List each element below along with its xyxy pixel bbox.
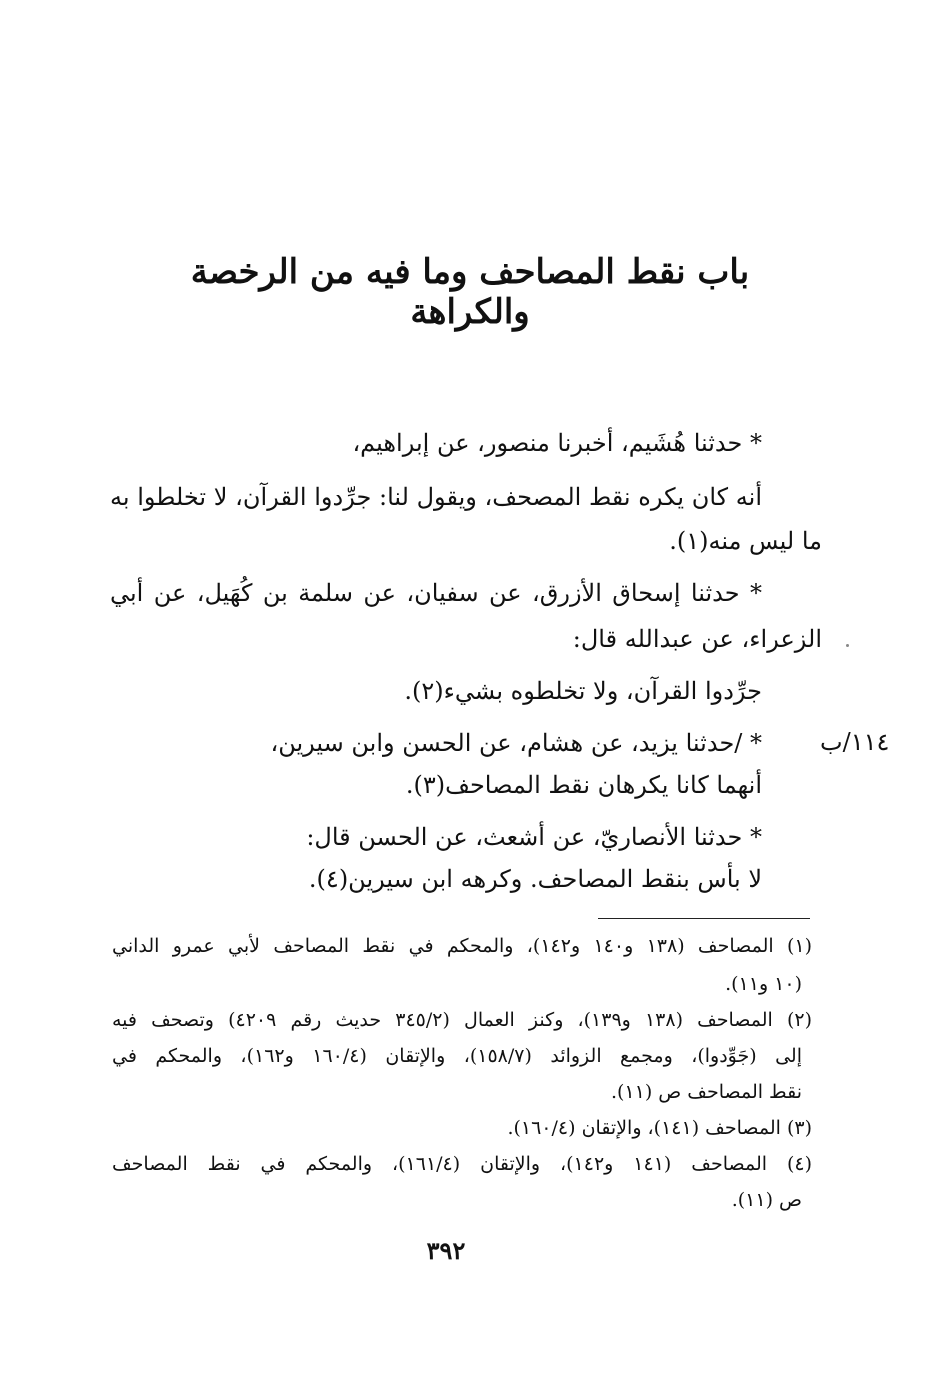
footnote-2: (٢) المصاحف (١٣٨ و١٣٩)، وكنز العمال (٣٤٥/٢ حديث رقم ٤٢٠٩) وتصحف فيه [112,1009,812,1031]
hadith-2-text: جرِّدوا القرآن، ولا تخلطوه بشيء(٢). [404,677,762,705]
footnote-4-cont: ص (١١). [731,1189,802,1211]
page-number: ٣٩٢ [426,1236,466,1265]
hadith-3-isnad: * /حدثنا يزيد، عن هشام، عن الحسن وابن سيرين، [270,729,762,757]
margin-mark [846,644,849,647]
footnote-1-cont: (١٠ و١١). [725,973,802,995]
hadith-4-isnad: * حدثنا الأنصاريّ، عن أشعث، عن الحسن قال: [306,823,762,851]
hadith-2-isnad: * حدثنا إسحاق الأزرق، عن سفيان، عن سلمة بن كُهَيل، عن أبي [110,579,762,607]
hadith-1-text-end: ما ليس منه(١). [669,527,822,555]
footnote-separator [598,918,810,919]
hadith-1-text: أنه كان يكره نقط المصحف، ويقول لنا: جرِّدوا القرآن، لا تخلطوا به [110,483,762,511]
chapter-title: باب نقط المصاحف وما فيه من الرخصة والكراهة [190,252,750,332]
footnote-1: (١) المصاحف (١٣٨ و١٤٠ و١٤٢)، والمحكم في نقط المصاحف لأبي عمرو الداني [112,935,813,957]
hadith-4-text: لا بأس بنقط المصاحف. وكرهه ابن سيرين(٤). [308,865,762,893]
footnote-2-end: نقط المصاحف ص (١١). [610,1081,802,1103]
footnote-2-cont: إلى (جَوِّدوا)، ومجمع الزوائد (١٥٨/٧)، والإتقان (١٦٠/٤ و١٦٢)، والمحكم في [112,1045,802,1067]
hadith-3-text: أنهما كانا يكرهان نقط المصاحف(٣). [405,771,762,799]
hadith-2-isnad-end: الزعراء، عن عبدالله قال: [572,625,822,653]
footnote-3: (٣) المصاحف (١٤١)، والإتقان (١٦٠/٤). [507,1117,812,1139]
hadith-1-isnad: * حدثنا هُشَيم، أخبرنا منصور، عن إبراهيم، [352,429,762,457]
footnote-4: (٤) المصاحف (١٤١ و١٤٢)، والإتقان (١٦١/٤)، والمحكم في نقط المصاحف [112,1153,813,1175]
manuscript-folio-note: ١١٤/ب [820,728,890,756]
